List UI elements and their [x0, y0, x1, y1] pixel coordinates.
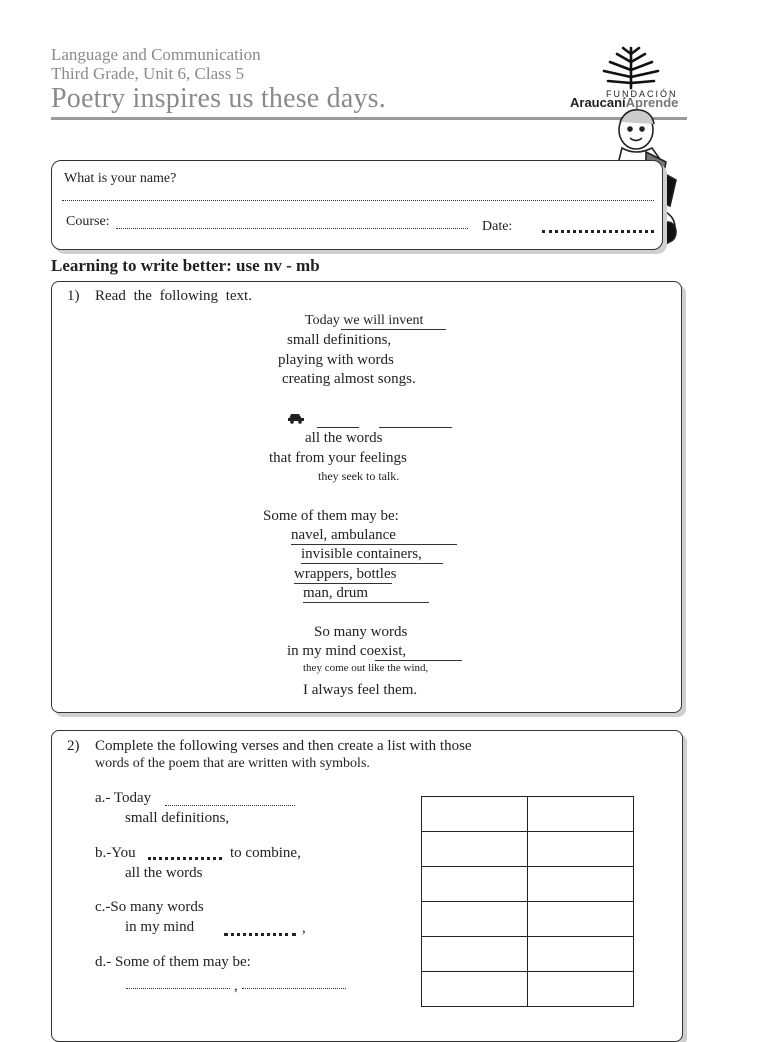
- poem-line: that from your feelings: [269, 450, 407, 466]
- grid-cell[interactable]: [422, 832, 528, 867]
- symbol-words-grid: [421, 796, 634, 1007]
- verse-b-blank[interactable]: [148, 857, 222, 860]
- poem-underline: [303, 602, 429, 603]
- verse-b-mid: to combine,: [230, 845, 301, 861]
- poem-line: Today we will invent: [305, 313, 424, 328]
- poem-line: playing with words: [278, 352, 394, 368]
- poem-underline: [291, 544, 457, 545]
- grid-cell[interactable]: [528, 867, 634, 902]
- name-question: What is your name?: [64, 171, 177, 186]
- poem-underline: [375, 660, 462, 661]
- exercise-2-instruction-line-2: words of the poem that are written with symbols.: [95, 756, 370, 771]
- poem-line: all the words: [305, 430, 383, 446]
- poem-line: they come out like the wind,: [303, 662, 429, 674]
- exercise-2-instruction-line-1: Complete the following verses and then create a list with those: [95, 738, 472, 754]
- exercise-1-number: 1): [67, 288, 80, 304]
- grid-cell[interactable]: [422, 972, 528, 1007]
- blank-line: [379, 427, 452, 428]
- grid-cell[interactable]: [528, 937, 634, 972]
- poem-line: small definitions,: [287, 332, 392, 348]
- poem-line: in my mind coexist,: [287, 643, 407, 659]
- grid-cell[interactable]: [528, 832, 634, 867]
- grid-cell[interactable]: [422, 937, 528, 972]
- verse-c-line-2: in my mind: [125, 919, 195, 935]
- verse-c-line-1: c.-So many words: [95, 899, 204, 915]
- poem-line: Some of them may be:: [263, 508, 399, 524]
- poem-line: man, drum: [303, 585, 368, 601]
- grid-cell[interactable]: [422, 902, 528, 937]
- verse-a-line-1: a.- Today: [95, 790, 152, 806]
- poem-line: creating almost songs.: [282, 371, 416, 387]
- verse-c-comma: ,: [302, 920, 306, 936]
- verse-a-line-2: small definitions,: [125, 810, 230, 826]
- poem-underline: [341, 329, 446, 330]
- grade-line: Third Grade, Unit 6, Class 5: [51, 64, 245, 83]
- verse-b-line-2: all the words: [125, 865, 203, 881]
- poem-line: wrappers, bottles: [294, 566, 397, 582]
- verse-d-line-1: d.- Some of them may be:: [95, 954, 251, 970]
- logo-brand-a: Araucaní: [570, 95, 626, 110]
- grid-cell[interactable]: [528, 902, 634, 937]
- verse-c-blank[interactable]: [224, 933, 296, 936]
- verse-d-blank-2[interactable]: [242, 988, 346, 989]
- course-field[interactable]: [116, 228, 468, 229]
- pine-tree-logo-icon: [596, 46, 666, 90]
- name-field[interactable]: [62, 200, 654, 201]
- course-label: Course:: [66, 214, 110, 229]
- section-title: Learning to write better: use nv - mb: [51, 256, 320, 275]
- logo-brand-b: Aprende: [625, 95, 679, 110]
- grid-cell[interactable]: [422, 867, 528, 902]
- poem-line: I always feel them.: [303, 682, 418, 698]
- poem-line: they seek to talk.: [318, 469, 400, 483]
- grid-cell[interactable]: [422, 797, 528, 832]
- date-label: Date:: [482, 219, 513, 234]
- header-rule: [51, 117, 687, 120]
- poem-line: So many words: [314, 624, 408, 640]
- car-symbol-icon: [287, 410, 305, 424]
- poem-underline: [301, 563, 443, 564]
- verse-d-blank-1[interactable]: [126, 988, 230, 989]
- logo-foundation-text: FUNDACIÓN: [606, 89, 678, 99]
- grid-cell[interactable]: [528, 972, 634, 1007]
- page-title: Poetry inspires us these days.: [51, 83, 386, 114]
- subject-line: Language and Communication: [51, 45, 261, 64]
- verse-d-comma: ,: [234, 978, 238, 994]
- grid-cell[interactable]: [528, 797, 634, 832]
- verse-b-line-1: b.-You: [95, 845, 136, 861]
- poem-line: invisible containers,: [301, 546, 422, 562]
- date-field[interactable]: [542, 230, 654, 233]
- exercise-2-number: 2): [67, 738, 80, 754]
- poem-line: navel, ambulance: [291, 527, 396, 543]
- verse-a-blank[interactable]: [165, 805, 295, 806]
- poem-underline: [294, 583, 392, 584]
- blank-line: [317, 427, 359, 428]
- exercise-1-instruction: Read the following text.: [95, 288, 252, 304]
